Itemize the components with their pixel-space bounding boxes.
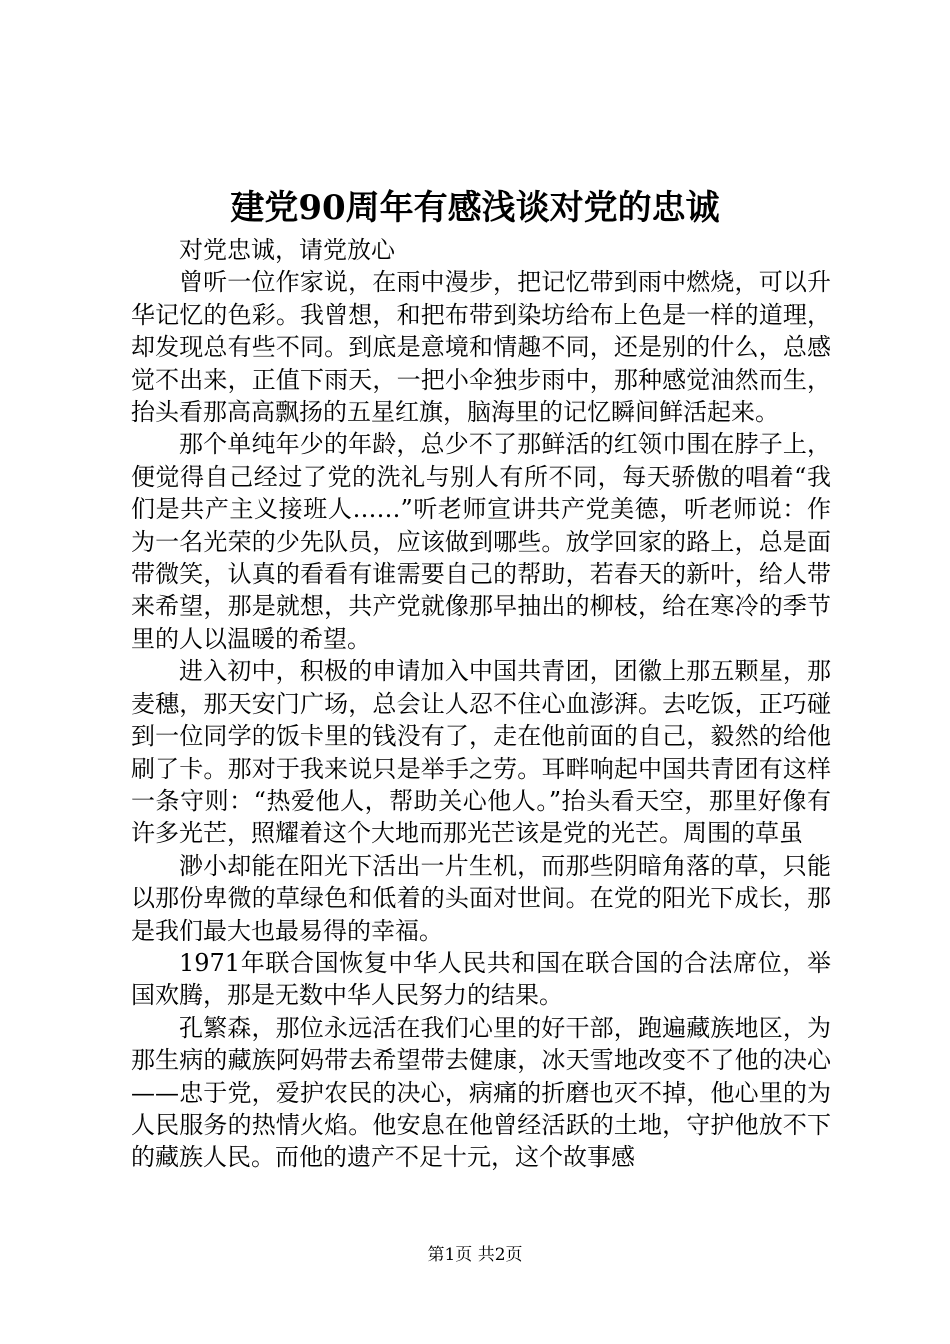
document-title: 建党90周年有感浅谈对党的忠诚 (230, 188, 720, 228)
paragraph: 渺小却能在阳光下活出一片生机，而那些阴暗角落的草，只能以那份卑微的草绿色和低着的头面对世间。在党的阳光下成长，那是我们最大也最易得的幸福。 (131, 851, 831, 945)
paragraph: 进入初中，积极的申请加入中国共青团，团徽上那五颗星，那麦穗，那天安门广场，总会让人忍不住心血澎湃。去吃饭，正巧碰到一位同学的饭卡里的钱没有了，走在他前面的自己，毅然的给他刷了卡。那对于我来说只是举手之劳。耳畔响起中国共青团有这样一条守则：“热爱他人，帮助关心他人。”抬头看天空，那里好像有许多光芒，照耀着这个大地而那光芒该是党的光芒。周围的草虽 (131, 657, 831, 848)
paragraph: 对党忠诚，请党放心 (179, 236, 395, 264)
page-number-footer: 第1页 共2页 (427, 1245, 523, 1265)
document-body (131, 234, 831, 1174)
paragraph: 1971年联合国恢复中华人民共和国在联合国的合法席位，举国欢腾，那是无数中华人民努力的结果。 (131, 948, 831, 1010)
paragraph: 曾听一位作家说，在雨中漫步，把记忆带到雨中燃烧，可以升华记忆的色彩。我曾想，和把布带到染坊给布上色是一样的道理，却发现总有些不同。到底是意境和情趣不同，还是别的什么，总感觉不出来，正值下雨天，一把小伞独步雨中，那种感觉油然而生，抬头看那高高飘扬的五星红旗，脑海里的记忆瞬间鲜活起来。 (131, 268, 831, 427)
paragraph: 孔繁森，那位永远活在我们心里的好干部，跑遍藏族地区，为那生病的藏族阿妈带去希望带去健康，冰天雪地改变不了他的决心——忠于党，爱护农民的决心，病痛的折磨也灭不掉，他心里的为人民服务的热情火焰。他安息在他曾经活跃的土地，守护他放不下的藏族人民。而他的遗产不足十元，这个故事感 (131, 1013, 831, 1172)
paragraph: 那个单纯年少的年龄，总少不了那鲜活的红领巾围在脖子上，便觉得自己经过了党的洗礼与别人有所不同，每天骄傲的唱着“我们是共产主义接班人……”听老师宣讲共产党美德，听老师说：作为一名光荣的少先队员，应该做到哪些。放学回家的路上，总是面带微笑，认真的看看有谁需要自己的帮助，若春天的新叶，给人带来希望，那是就想，共产党就像那早抽出的柳枝，给在寒冷的季节里的人以温暖的希望。 (131, 430, 831, 653)
